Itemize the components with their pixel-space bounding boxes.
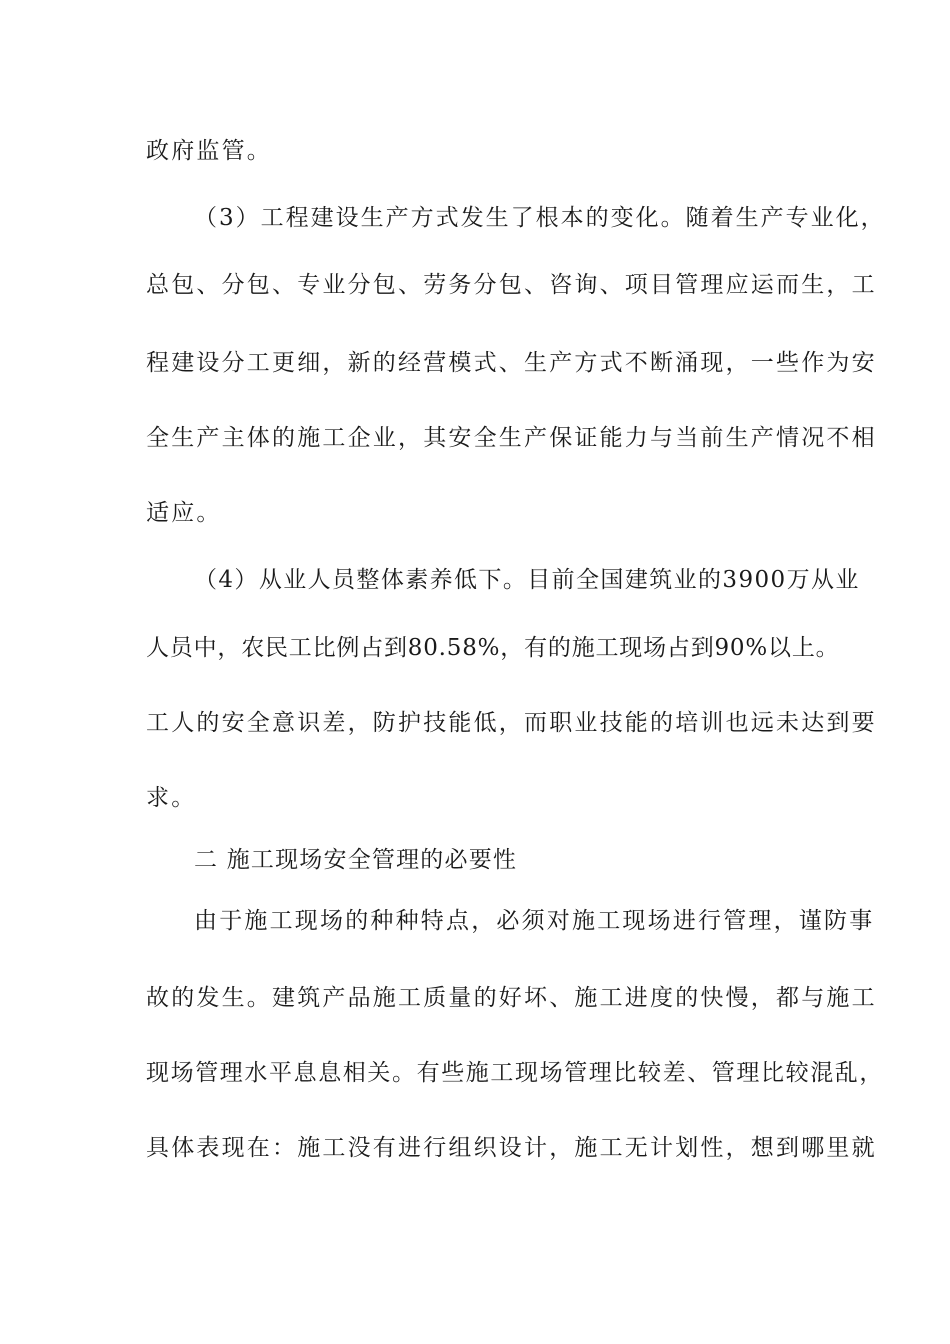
text-line: 工人的安全意识差，防护技能低，而职业技能的培训也远未达到要 [146, 710, 877, 736]
text-line: 程建设分工更细，新的经营模式、生产方式不断涌现，一些作为安 [146, 350, 877, 376]
text-line: 政府监管。 [146, 138, 272, 164]
paragraph-start-line: 由于施工现场的种种特点，必须对施工现场进行管理，谨防事 [194, 908, 875, 934]
text-line: 总包、分包、专业分包、劳务分包、咨询、项目管理应运而生，工 [146, 272, 877, 298]
text-line: 具体表现在：施工没有进行组织设计，施工无计划性，想到哪里就 [146, 1135, 877, 1161]
section-heading: 二 施工现场安全管理的必要性 [194, 847, 518, 873]
paragraph-start-line: （3）工程建设生产方式发生了根本的变化。随着生产专业化， [194, 205, 886, 231]
text-line: 人员中，农民工比例占到80.58%，有的施工现场占到90%以上。 [146, 635, 840, 661]
paragraph-start-line: （4）从业人员整体素养低下。目前全国建筑业的3900万从业 [194, 567, 860, 593]
text-line: 全生产主体的施工企业，其安全生产保证能力与当前生产情况不相 [146, 425, 877, 451]
text-line: 现场管理水平息息相关。有些施工现场管理比较差、管理比较混乱， [146, 1060, 884, 1086]
text-line: 故的发生。建筑产品施工质量的好坏、施工进度的快慢，都与施工 [146, 985, 877, 1011]
text-line: 适应。 [146, 500, 222, 526]
text-line: 求。 [146, 785, 197, 811]
